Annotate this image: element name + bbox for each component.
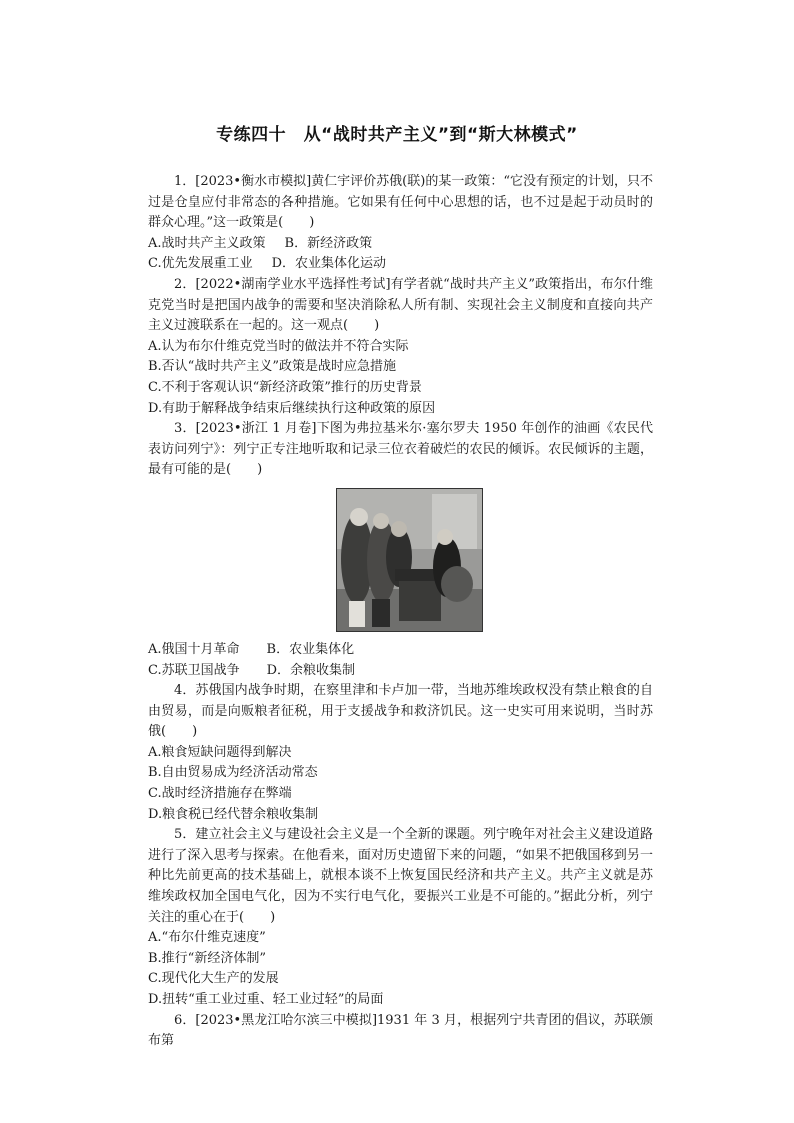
question-3-option-c[interactable]: C.苏联卫国战争 xyxy=(148,662,240,678)
question-1-option-a[interactable]: A.战时共产主义政策 xyxy=(148,235,266,251)
question-4-stem: 4．苏俄国内战争时期，在察里津和卡卢加一带，当地苏维埃政权没有禁止粮食的自由贸易，而是向贩粮者征税，用于支援战争和救济饥民。这一史实可用来说明，当时苏俄( ) xyxy=(148,683,653,740)
question-1-stem: 1．[2023•衡水市模拟]黄仁宇评价苏俄(联)的某一政策：“它没有预定的计划，只不过是仓皇应付非常态的各种措施。它如果有任何中心思想的话，也不过是起于动员时的群众心理。”这一政策是( ) xyxy=(148,174,653,231)
question-2-option-d[interactable]: D.有助于解释战争结束后继续执行这种政策的原因 xyxy=(148,400,436,416)
question-3-options-row-2 xyxy=(148,661,653,682)
question-4-option-a[interactable]: A.粮食短缺问题得到解决 xyxy=(148,744,292,760)
question-1-option-b[interactable]: B．新经济政策 xyxy=(284,235,373,251)
question-2-stem: 2．[2022•湖南学业水平选择性考试]有学者就“战时共产主义”政策指出，布尔什维克党当时是把国内战争的需要和坚决消除私人所有制、实现社会主义制度和直接向共产主义过渡联系在一起的。这一观点( ) xyxy=(148,276,653,334)
question-1-option-d[interactable]: D．农业集体化运动 xyxy=(271,256,387,272)
question-2-option-c[interactable]: C.不利于客观认识“新经济政策”推行的历史背景 xyxy=(148,379,422,395)
question-5-option-a[interactable]: A.“布尔什维克速度” xyxy=(148,930,266,946)
question-6-stem: 6．[2023•黑龙江哈尔滨三中模拟]1931 年 3 月，根据列宁共青团的倡议，苏联颁布第 xyxy=(148,1012,653,1049)
question-4-option-b[interactable]: B.自由贸易成为经济活动常态 xyxy=(148,765,318,781)
question-5-stem: 5．建立社会主义与建设社会主义是一个全新的课题。列宁晚年对社会主义建设道路进行了深入思考与探索。在他看来，面对历史遗留下来的问题，“如果不把俄国移到另一种比先前更高的技术基础上，就根本谈不上恢复国民经济和共产主义。共产主义就是苏维埃政权加全国电气化，因为不实行电气化，要振兴工业是不可能的。”据此分析，列宁关注的重心在于( ) xyxy=(148,827,653,925)
page-title: 专练四十 从“战时共产主义”到“斯大林模式” xyxy=(216,125,578,145)
question-4-option-d[interactable]: D.粮食税已经代替余粮收集制 xyxy=(148,806,319,822)
question-3-option-b[interactable]: B．农业集体化 xyxy=(266,641,355,657)
question-5-option-c[interactable]: C.现代化大生产的发展 xyxy=(148,971,279,987)
question-3-option-a[interactable]: A.俄国十月革命 xyxy=(148,641,240,657)
question-2-option-b[interactable]: B.否认“战时共产主义”政策是战时应急措施 xyxy=(148,359,396,375)
question-2-option-a[interactable]: A.认为布尔什维克党当时的做法并不符合实际 xyxy=(148,338,409,354)
questions-body xyxy=(148,172,653,1052)
question-3-stem: 3．[2023•浙江 1 月卷]下图为弗拉基米尔·塞尔罗夫 1950 年创作的油画《农民代表访问列宁》：列宁正专注地听取和记录三位衣着破烂的农民的倾诉。农民倾诉的主题，最有可能的是( ) xyxy=(148,421,653,478)
question-3-options-row-1 xyxy=(148,640,653,661)
question-1-option-c[interactable]: C.优先发展重工业 xyxy=(148,256,253,272)
question-1-options-row-1 xyxy=(148,234,653,255)
question-4-option-c[interactable]: C.战时经济措施存在弊端 xyxy=(148,786,292,802)
question-3-option-d[interactable]: D．余粮收集制 xyxy=(266,662,356,678)
question-1-options-row-2 xyxy=(148,254,653,275)
painting-peasant-delegates-visiting-lenin xyxy=(336,488,483,632)
question-5-option-d[interactable]: D.扭转“重工业过重、轻工业过轻”的局面 xyxy=(148,992,384,1007)
question-5-option-b[interactable]: B.推行“新经济体制” xyxy=(148,950,266,966)
